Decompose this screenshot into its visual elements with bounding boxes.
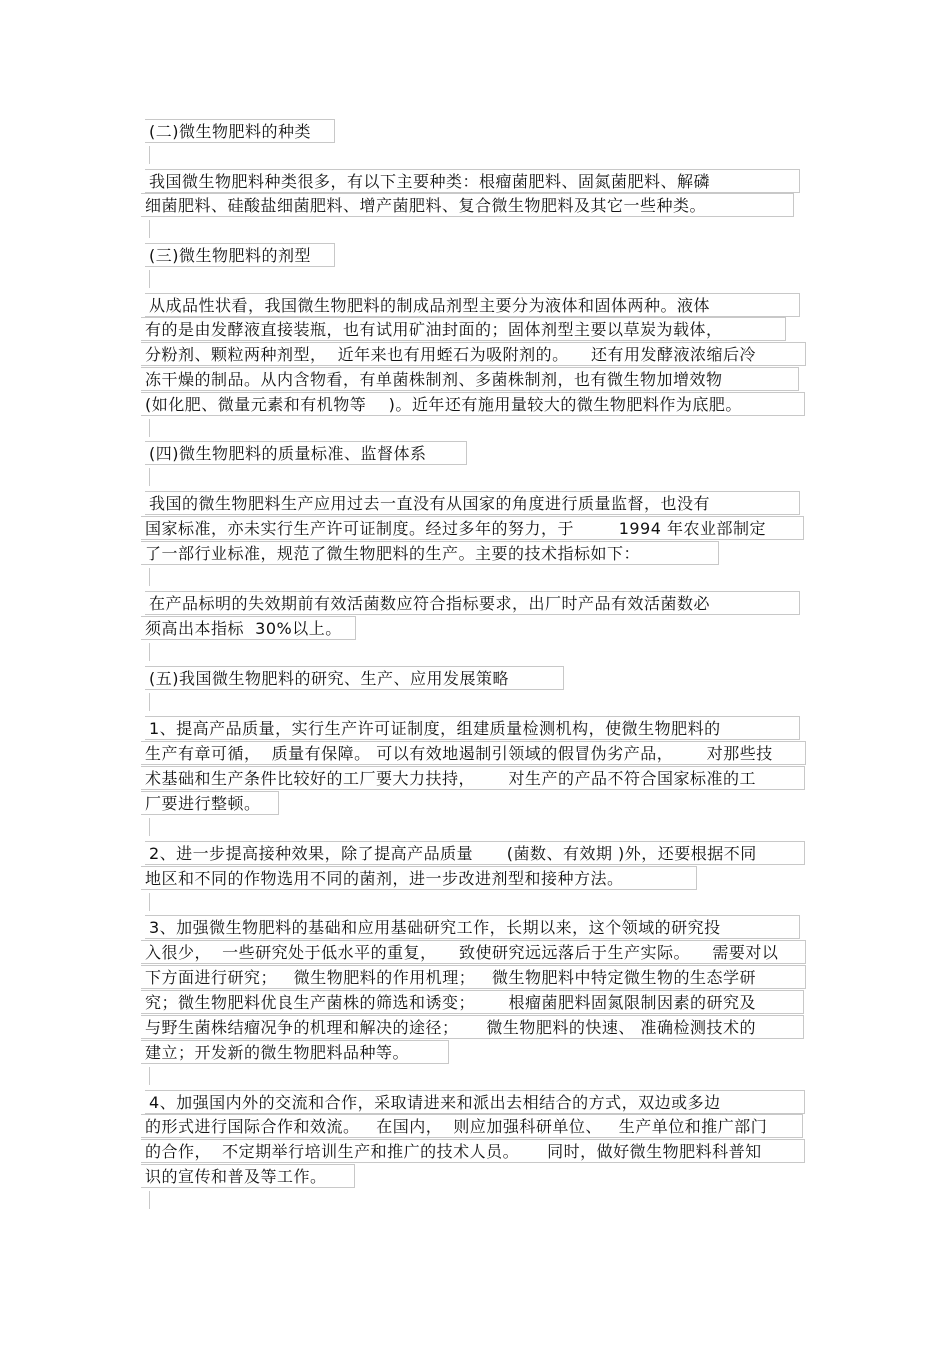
paragraph-line: 生产有章可循， 质量有保障。 可以有效地遏制引领域的假冒伪劣产品， 对那些技 [141, 741, 806, 765]
heading-microbial-fertilizer-types: (二)微生物肥料的种类 [145, 119, 335, 143]
paragraph-marker [149, 643, 150, 661]
paragraph-line: 术基础和生产条件比较好的工厂要大力扶持， 对生产的产品不符合国家标准的工 [141, 766, 805, 790]
paragraph-line: 有的是由发酵液直接装瓶，也有试用矿油封面的；固体剂型主要以草炭为载体， [141, 317, 786, 341]
paragraph-line: 的合作， 不定期举行培训生产和推广的技术人员。 同时，做好微生物肥料科普知 [141, 1139, 805, 1163]
paragraph-line: 分粉剂、颗粒两种剂型， 近年来也有用蛭石为吸附剂的。 还有用发酵液浓缩后冷 [141, 342, 806, 366]
paragraph-marker [149, 270, 150, 288]
paragraph-line: 4、加强国内外的交流和合作，采取请进来和派出去相结合的方式，双边或多边 [145, 1090, 805, 1114]
paragraph-line: 从成品性状看，我国微生物肥料的制成品剂型主要分为液体和固体两种。液体 [145, 293, 800, 317]
paragraph-marker [149, 1067, 150, 1085]
paragraph-line: 地区和不同的作物选用不同的菌剂，进一步改进剂型和接种方法。 [141, 866, 697, 890]
paragraph-line: (如化肥、微量元素和有机物等 )。近年还有施用量较大的微生物肥料作为底肥。 [141, 392, 805, 416]
paragraph-marker [149, 468, 150, 486]
paragraph-marker [149, 220, 150, 238]
paragraph-line: 建立；开发新的微生物肥料品种等。 [141, 1040, 449, 1064]
paragraph-marker [149, 568, 150, 586]
heading-quality-standards-supervision: (四)微生物肥料的质量标准、监督体系 [145, 441, 467, 465]
paragraph-marker [149, 693, 150, 711]
paragraph-marker [149, 1191, 150, 1209]
paragraph-line: 究；微生物肥料优良生产菌株的筛选和诱变； 根瘤菌肥料固氮限制因素的研究及 [141, 990, 804, 1014]
paragraph-marker [149, 419, 150, 437]
paragraph-line: 冻干燥的制品。从内含物看，有单菌株制剂、多菌株制剂，也有微生物加增效物 [141, 367, 799, 391]
paragraph-line: 3、加强微生物肥料的基础和应用基础研究工作，长期以来，这个领域的研究投 [145, 915, 800, 939]
paragraph-line: 国家标准，亦未实行生产许可证制度。经过多年的努力，于 1994 年农业部制定 [141, 516, 804, 540]
paragraph-marker [149, 146, 150, 164]
paragraph-line: 入很少， 一些研究处于低水平的重复， 致使研究远远落后于生产实际。 需要对以 [141, 940, 806, 964]
paragraph-line: 下方面进行研究； 微生物肥料的作用机理； 微生物肥料中特定微生物的生态学研 [141, 965, 806, 989]
paragraph-line: 在产品标明的失效期前有效活菌数应符合指标要求，出厂时产品有效活菌数必 [145, 591, 800, 615]
heading-microbial-fertilizer-formulations: (三)微生物肥料的剂型 [145, 243, 335, 267]
paragraph-marker [149, 818, 150, 836]
heading-development-strategy: (五)我国微生物肥料的研究、生产、应用发展策略 [145, 666, 564, 690]
paragraph-line: 我国微生物肥料种类很多，有以下主要种类：根瘤菌肥料、固氮菌肥料、解磷 [145, 169, 800, 193]
paragraph-line: 我国的微生物肥料生产应用过去一直没有从国家的角度进行质量监督，也没有 [145, 491, 800, 515]
paragraph-line: 与野生菌株结瘤况争的机理和解决的途径； 微生物肥料的快速、 准确检测技术的 [141, 1015, 804, 1039]
paragraph-line: 2、进一步提高接种效果，除了提高产品质量 (菌数、有效期 )外，还要根据不同 [145, 841, 805, 865]
paragraph-line: 厂要进行整顿。 [141, 791, 279, 815]
paragraph-marker [149, 893, 150, 911]
paragraph-line: 的形式进行国际合作和效流。 在国内， 则应加强科研单位、 生产单位和推广部门 [141, 1114, 803, 1138]
paragraph-line: 识的宣传和普及等工作。 [141, 1164, 355, 1188]
paragraph-line: 1、提高产品质量，实行生产许可证制度，组建质量检测机构，使微生物肥料的 [145, 716, 800, 740]
paragraph-line: 细菌肥料、硅酸盐细菌肥料、增产菌肥料、复合微生物肥料及其它一些种类。 [141, 193, 794, 217]
paragraph-line: 须高出本指标 30%以上。 [141, 616, 356, 640]
paragraph-line: 了一部行业标准，规范了微生物肥料的生产。主要的技术指标如下： [141, 541, 719, 565]
